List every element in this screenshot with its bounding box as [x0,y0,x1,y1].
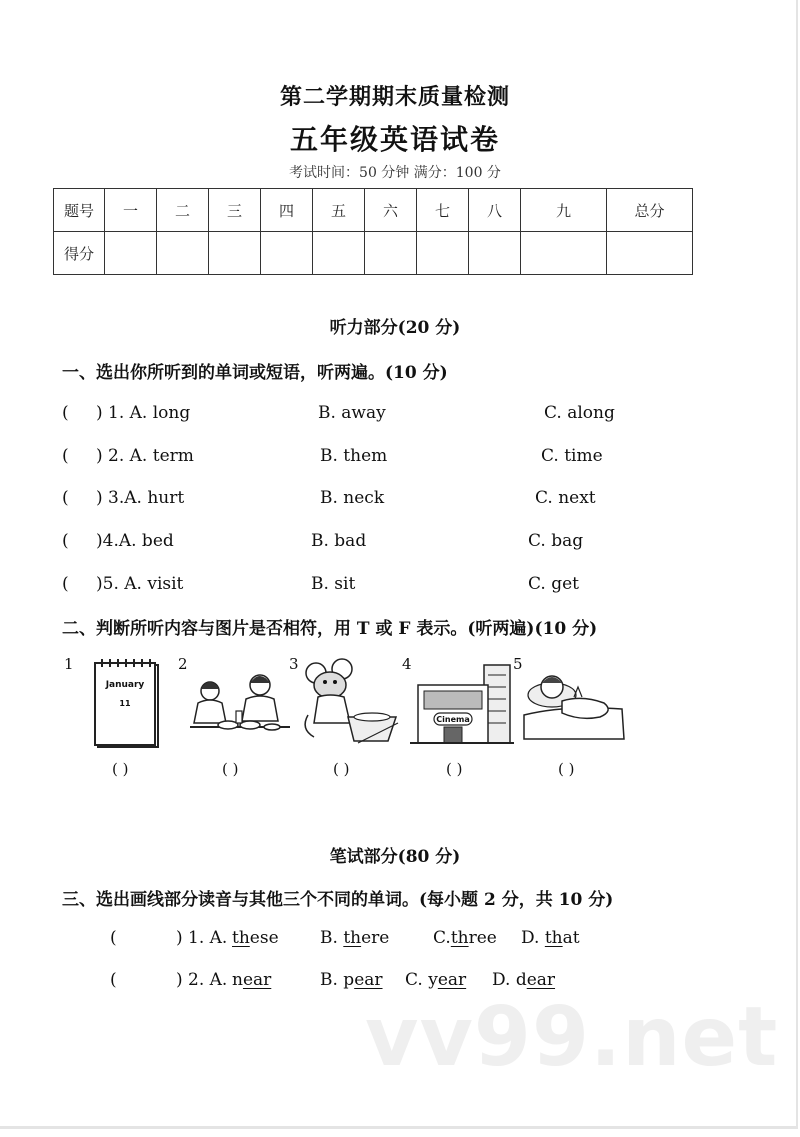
option-c: C. year [405,970,467,990]
option-b: B. bad [311,531,367,551]
table-cell: 一 [105,189,157,232]
option-a: ) 1. A. long [96,403,191,423]
exam-title: 第二学期期末质量检测 [279,84,510,110]
option-c: C. bag [528,531,584,551]
answer-blank[interactable]: ( ) [222,760,239,778]
option-d: D. that [521,928,580,948]
watermark: vv99.net [365,990,779,1085]
option-a: )5. A. visit [96,574,184,594]
score-cell[interactable] [157,232,209,275]
option-b: B. sit [311,574,356,594]
score-table-score-row [54,232,693,275]
option-a: ) 2. A. term [96,446,194,466]
table-cell: 八 [469,189,521,232]
option-c: C. get [528,574,579,594]
option-a: )4.A. bed [96,531,174,551]
answer-paren[interactable]: ( [62,531,69,551]
option-b: B. there [320,928,390,948]
score-cell[interactable] [261,232,313,275]
picture-number: 2 [178,655,188,673]
cinema-picture [410,655,514,747]
score-cell[interactable] [521,232,607,275]
exam-subtitle: 五年级英语试卷 [289,123,500,156]
score-cell[interactable] [209,232,261,275]
option-b: B. pear [320,970,383,990]
sick-in-bed-picture [522,655,626,747]
score-cell[interactable] [365,232,417,275]
answer-paren[interactable]: ( [62,488,69,508]
answer-paren[interactable]: ( [62,403,69,423]
question-number: ) 1. A. [176,928,228,948]
option-d: D. dear [492,970,556,990]
question-number: ) 2. A. [176,970,228,990]
score-cell[interactable] [105,232,157,275]
table-cell: 七 [417,189,469,232]
score-cell[interactable] [469,232,521,275]
writing-title: 笔试部分(80 分) [329,847,461,867]
picture-number: 5 [513,655,523,673]
option-b: B. away [318,403,386,423]
calendar-day: 11 [119,699,131,708]
option-a: these [232,928,279,948]
table-cell: 二 [157,189,209,232]
eating-picture [188,655,292,745]
answer-blank[interactable]: ( ) [333,760,350,778]
table-cell: 四 [261,189,313,232]
option-b: B. neck [320,488,385,508]
calendar-picture [92,655,164,750]
option-b: B. them [320,446,388,466]
answer-blank[interactable]: ( ) [558,760,575,778]
option-c: C. next [535,488,596,508]
option-c: C. time [541,446,603,466]
option-a: ) 3.A. hurt [96,488,185,508]
answer-paren[interactable]: ( [110,928,117,948]
section3-title: 三、选出画线部分读音与其他三个不同的单词。(每小题 2 分，共 10 分) [62,890,614,910]
exam-info: 考试时间：50 分钟 满分：100 分 [289,165,501,181]
mouse-picture [298,655,400,750]
score-cell[interactable] [417,232,469,275]
answer-blank[interactable]: ( ) [446,760,463,778]
score-table [53,188,693,275]
table-cell: 三 [209,189,261,232]
option-a: near [232,970,272,990]
table-cell: 得分 [54,232,105,275]
section2-title: 二、判断所听内容与图片是否相符，用 T 或 F 表示。(听两遍)(10 分) [62,619,598,639]
section1-title: 一、选出你所听到的单词或短语，听两遍。(10 分) [62,363,448,383]
picture-number: 1 [64,655,74,673]
option-c: C.three [433,928,497,948]
answer-paren[interactable]: ( [62,574,69,594]
answer-paren[interactable]: ( [62,446,69,466]
answer-blank[interactable]: ( ) [112,760,129,778]
table-cell: 九 [521,189,607,232]
score-cell[interactable] [607,232,693,275]
score-cell[interactable] [313,232,365,275]
table-cell: 总分 [607,189,693,232]
table-cell: 五 [313,189,365,232]
calendar-month: January [105,680,145,690]
picture-number: 3 [289,655,299,673]
table-cell: 六 [365,189,417,232]
cinema-sign: Cinema [436,715,470,724]
picture-number: 4 [402,655,412,673]
listening-title: 听力部分(20 分) [329,318,461,338]
answer-paren[interactable]: ( [110,970,117,990]
score-table-header-row [54,189,693,232]
table-cell: 题号 [54,189,105,232]
option-c: C. along [544,403,615,423]
